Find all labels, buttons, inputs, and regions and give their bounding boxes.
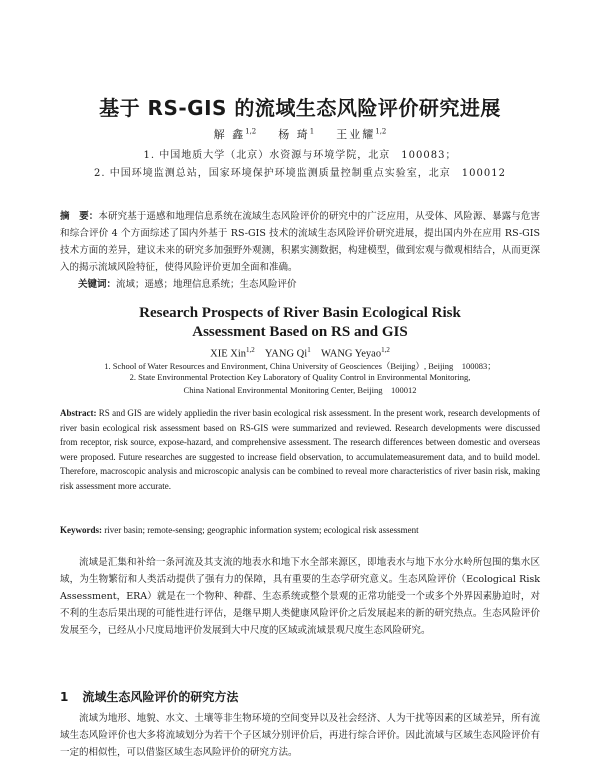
author-en-sup: 1,2	[381, 346, 390, 354]
abstract-cn-label: 摘 要：	[60, 211, 99, 222]
title-cn: 基于 RS-GIS 的流域生态风险评价研究进展	[99, 96, 501, 120]
section-number: 1	[60, 690, 69, 704]
abstract-en-label: Abstract:	[60, 408, 97, 418]
abstract-en-text: RS and GIS are widely appliedin the river basin ecological risk assessment. In the present work, research developments of river basin ecological risk assessment based on RS-GIS were summarized and reviewed. Research developments were discussed from receptor, risk source, expose-hazard, and comprehensive assessment. The research differences between domestic and overseas were proposed. Future researches are suggested to increase field observation, to accumulatemeasurement data, and to build model. Therefore, macroscopic analysis and microscopic analysis can be combined to reveal more characteristics of river basin risk, making risk assessment more accurate.	[60, 408, 540, 491]
affiliation-en: 1. School of Water Resources and Environment, China University of Geosciences（Beijing）, Beijing 100083；	[104, 361, 496, 371]
abstract-cn-text: 本研究基于遥感和地理信息系统在流域生态风险评价的研究中的广泛应用，从受体、风险源、暴露与危害和综合评价 4 个方面综述了国内外基于 RS-GIS 技术的流域生态风险评价研究进展，提出国内外在应用 RS-GIS 技术方面的差异，建议未来的研究多加强野外观测，积累实测数据，构建模型，做到宏观与微观相结合，从而更深入的揭示流域风险特征，使得风险评价更加全面和准确。	[60, 211, 540, 273]
author-cn: 王业耀	[336, 128, 376, 141]
author-cn: 杨 琦	[278, 128, 310, 141]
keywords-en-label: Keywords:	[60, 525, 102, 535]
keywords-cn-text: 流域；遥感；地理信息系统；生态风险评价	[116, 279, 297, 290]
author-en: XIE Xin	[210, 348, 247, 360]
keywords-cn	[78, 276, 538, 290]
author-en-sup: 1	[307, 346, 311, 354]
author-cn-sup: 1	[309, 127, 315, 136]
author-cn: 解 鑫	[213, 128, 246, 141]
authors-en	[0, 346, 600, 360]
affiliation-cn: 1. 中国地质大学（北京）水资源与环境学院，北京 100083；	[143, 150, 457, 161]
author-en: WANG Yeyao	[321, 348, 382, 360]
keywords-en-text: river basin; remote-sensing; geographic information system; ecological risk assessment	[104, 525, 419, 535]
keywords-en	[60, 525, 540, 535]
author-en-sup: 1,2	[246, 346, 255, 354]
keywords-cn-label: 关键词：	[78, 279, 117, 290]
section-title: 流域生态风险评价的研究方法	[82, 690, 239, 704]
body-paragraph: 流域为地形、地貌、水文、土壤等非生物环境的空间变异以及社会经济、人为干扰等因素的区域差异，所有流域生态风险评价也大多将流域划分为若干个子区域分别评价后，再进行综合评价。因此流域与区域生态风险评价有一定的相似性，可以借鉴区域生态风险评价的研究方法。	[60, 713, 540, 758]
affiliation-en: 2. State Environmental Protection Key Laboratory of Quality Control in Environmental Monitoring,	[129, 372, 471, 382]
affiliation-cn: 2. 中国环境监测总站，国家环境保护环境监测质量控制重点实验室，北京 100012	[94, 168, 506, 179]
author-cn-sup: 1,2	[375, 127, 387, 136]
author-cn-sup: 1,2	[245, 127, 257, 136]
author-en: YANG Qi	[264, 348, 308, 360]
body-paragraph: 流域是汇集和补给一条河流及其支流的地表水和地下水全部来源区，即地表水与地下水分水岭所包围的集水区域，为生物繁衍和人类活动提供了强有力的保障，具有重要的生态学研究意义。生态风险评价（Ecological Risk Assessment，ERA）就是在一个物种、种群、生态系统或整个景观的正常功能受一个或多个外界因素胁迫时，对不利的生态后果出现的可能性进行评估，是继早期人类健康风险评价之后发展起来的新的研究热点。生态风险评价发展至今，已经从小尺度局地评价发展到大中尺度的区域或流域景观尺度生态风险研究。	[60, 557, 540, 636]
authors-cn	[0, 126, 600, 142]
title-en-line: Research Prospects of River Basin Ecological Risk	[139, 305, 461, 321]
title-en	[0, 304, 600, 342]
abstract-cn	[60, 208, 540, 276]
abstract-en	[60, 406, 540, 493]
title-en-line: Assessment Based on RS and GIS	[192, 324, 408, 340]
affiliation-en: China National Environmental Monitoring Center, Beijing 100012	[183, 385, 417, 395]
section-heading	[60, 688, 540, 705]
